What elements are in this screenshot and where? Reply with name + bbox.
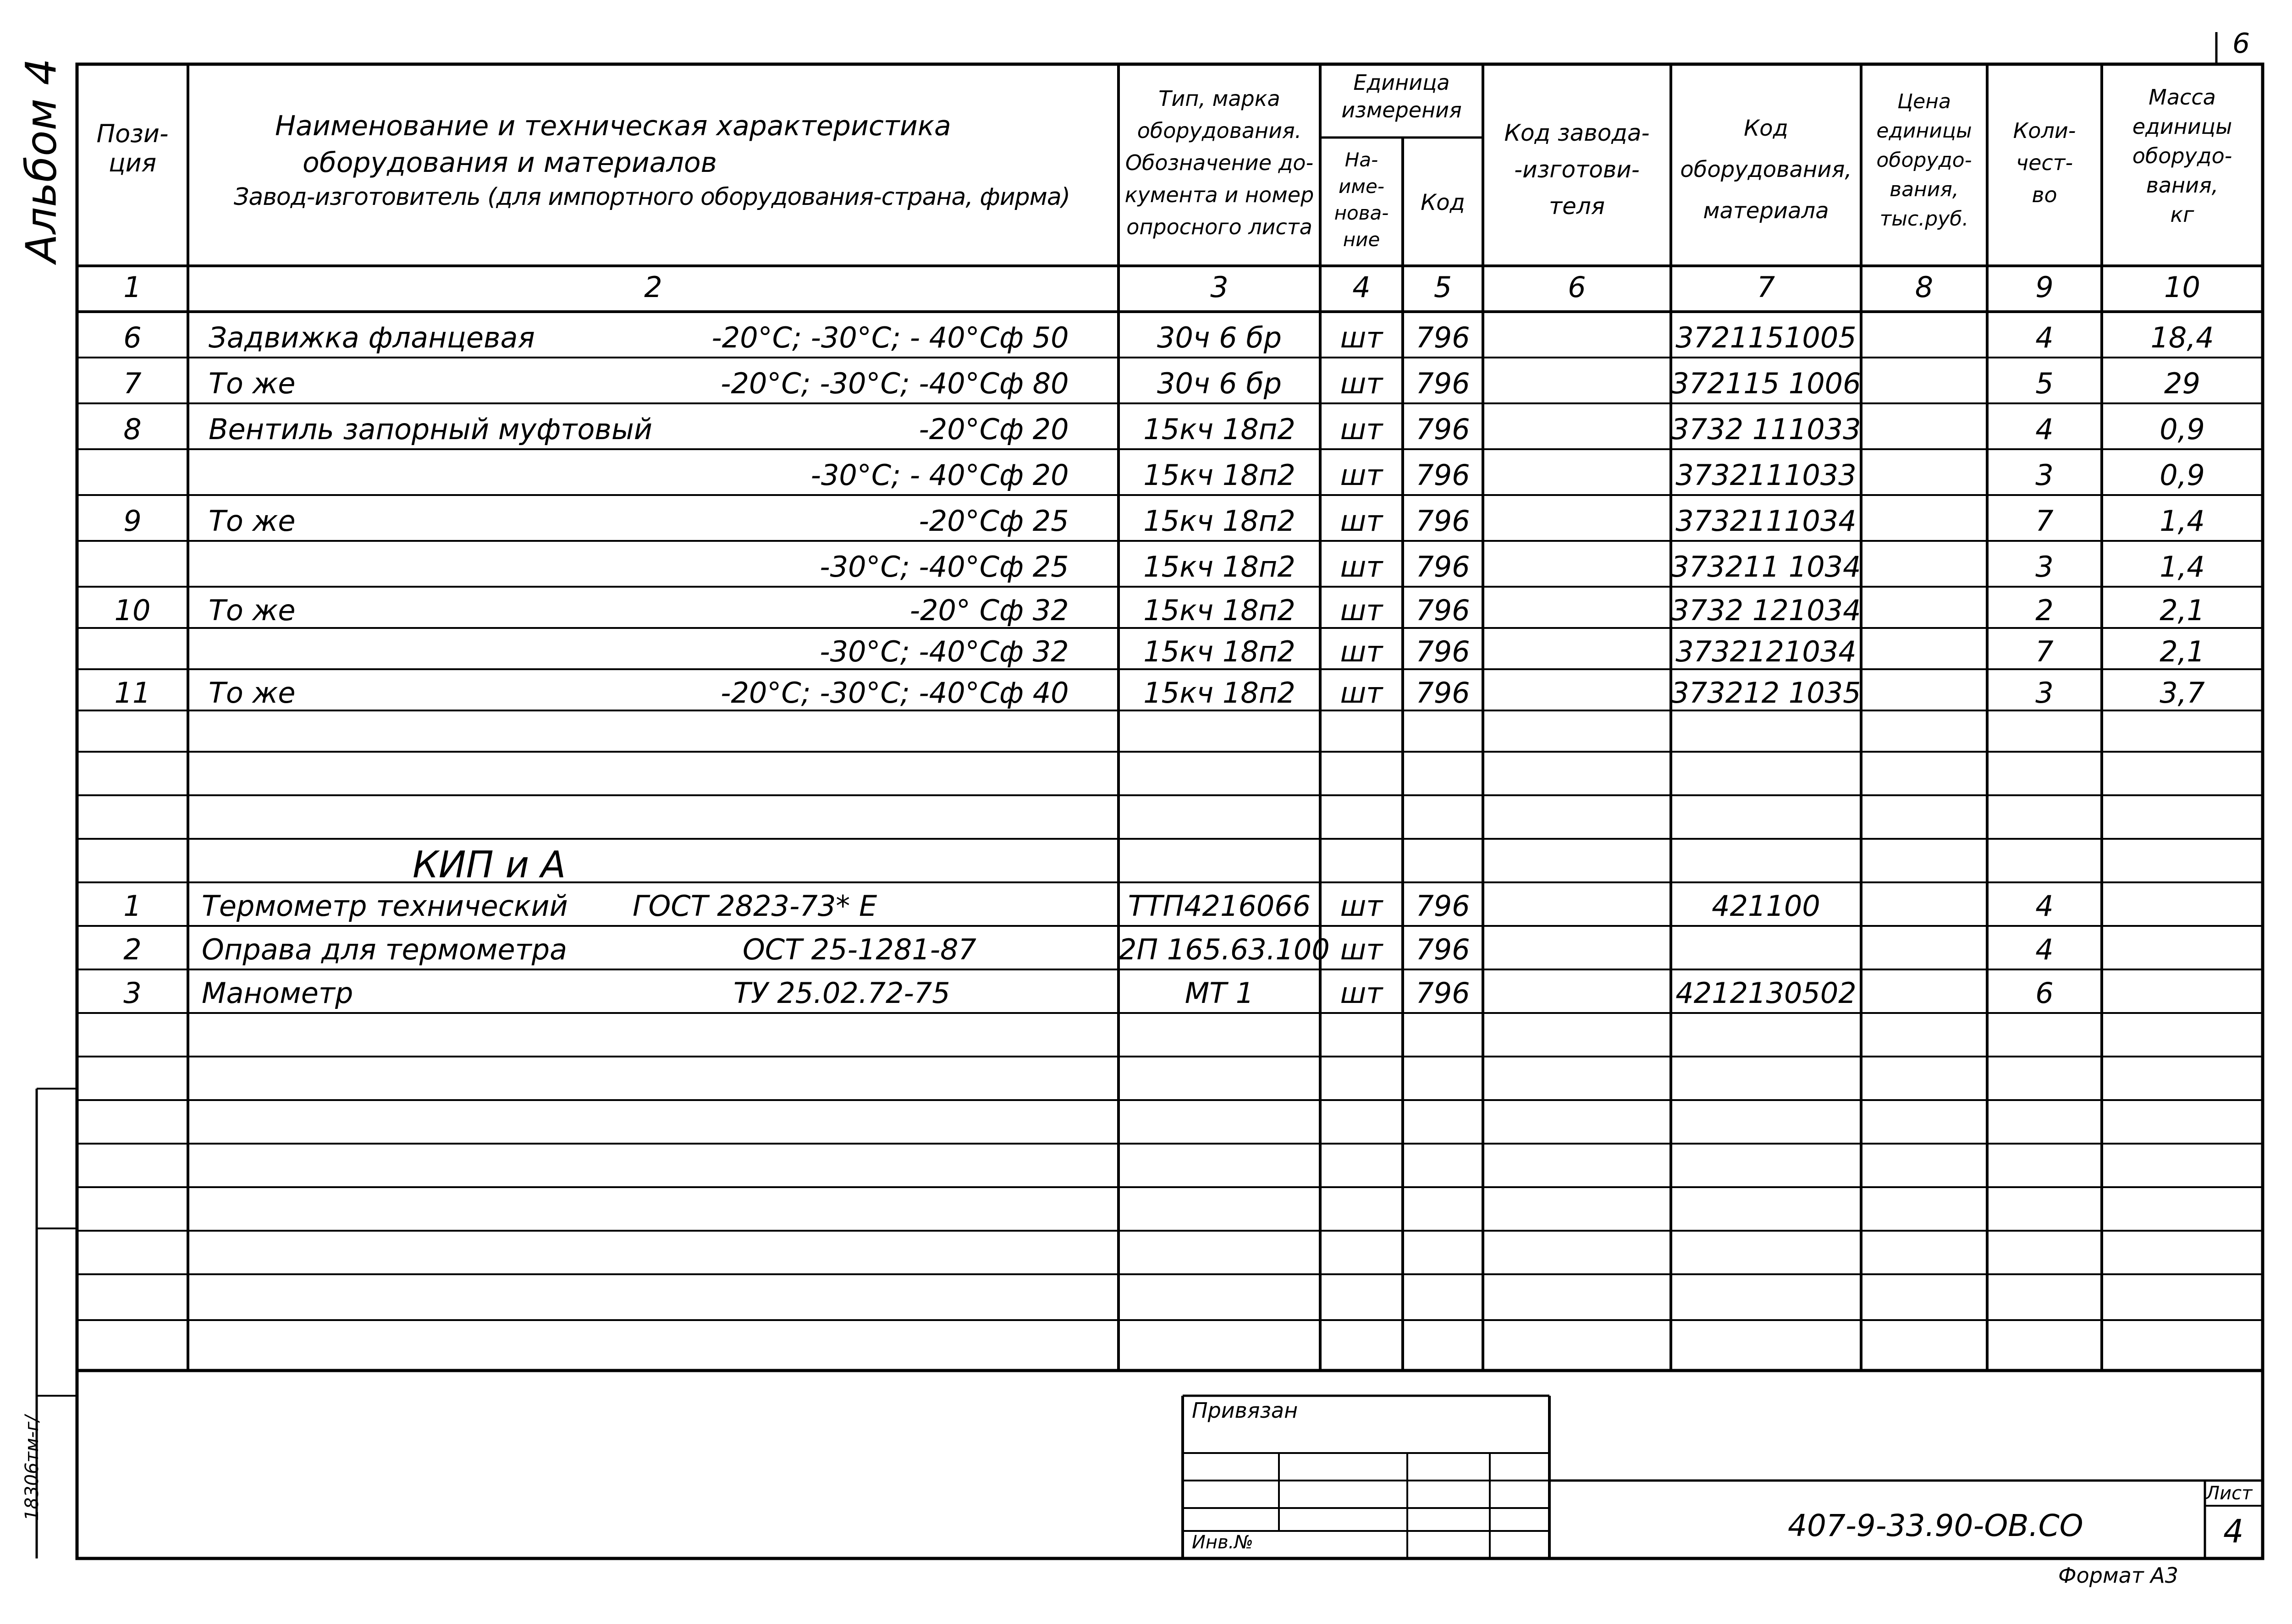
cell-qty: 4: [2035, 413, 2054, 446]
cell-mass: 18,4: [2150, 321, 2214, 354]
cell-code: 3721151005: [1675, 321, 1857, 354]
kip-cell-qty: 6: [2035, 976, 2054, 1010]
header-unit-group: Единица измерения: [1341, 70, 1462, 122]
cell-name: То же: [209, 594, 296, 627]
cell-type: 15кч 18п2: [1143, 413, 1295, 446]
cell-name: То же: [209, 367, 296, 400]
cell-qty: 3: [2035, 458, 2054, 492]
cell-dn: ф 20: [999, 413, 1069, 446]
cell-ucode: 796: [1416, 458, 1470, 492]
cell-pos: 6: [123, 321, 142, 354]
col-number: 7: [1757, 270, 1775, 304]
kip-cell-ucode: 796: [1416, 976, 1470, 1010]
cell-mass: 29: [2164, 367, 2200, 400]
cell-qty: 2: [2035, 594, 2054, 627]
col-number: 6: [1568, 270, 1586, 304]
cell-temp: -30°C; -40°C: [820, 550, 999, 584]
col-number: 1: [123, 270, 142, 304]
cell-dn: ф 25: [999, 550, 1069, 584]
kip-cell-type: МТ 1: [1185, 976, 1254, 1010]
col-number: 4: [1352, 270, 1371, 304]
cell-qty: 3: [2035, 550, 2054, 584]
sheet-label: Лист: [2206, 1483, 2253, 1504]
kip-cell-pos: 3: [123, 976, 142, 1010]
kip-cell-ucode: 796: [1416, 933, 1470, 966]
cell-ucode: 796: [1416, 504, 1470, 538]
kip-cell-type: ТТП4216066: [1128, 889, 1311, 923]
cell-name: То же: [209, 676, 296, 710]
cell-mass: 0,9: [2160, 413, 2205, 446]
cell-code: 372115 1006: [1671, 367, 1861, 400]
cell-dn: ф 20: [999, 458, 1069, 492]
cell-pos: 9: [123, 504, 142, 538]
cell-ucode: 796: [1416, 413, 1470, 446]
cell-mass: 1,4: [2160, 504, 2205, 538]
kip-cell-qty: 4: [2035, 933, 2054, 966]
cell-dn: ф 80: [999, 367, 1069, 400]
cell-qty: 7: [2035, 635, 2054, 668]
cell-type: 30ч 6 бр: [1157, 367, 1282, 400]
corner-mark: 6: [2232, 28, 2250, 60]
cell-mass: 2,1: [2160, 635, 2205, 668]
kip-cell-pos: 2: [123, 933, 142, 966]
cell-unit: шт: [1340, 367, 1383, 400]
kip-cell-name: Оправа для термометра: [202, 933, 567, 966]
document-designation: 407-9-33.90-ОВ.СО: [1788, 1508, 2083, 1543]
kip-cell-unit: шт: [1340, 933, 1383, 966]
cell-unit: шт: [1340, 458, 1383, 492]
cell-temp: -20°C; -30°C; - 40°C: [711, 321, 999, 354]
cell-ucode: 796: [1416, 550, 1470, 584]
cell-qty: 4: [2035, 321, 2054, 354]
kip-cell-code: 4212130502: [1675, 976, 1857, 1010]
inv-label: Инв.№: [1192, 1532, 1253, 1553]
header-unit-name: На- име- нова- ние: [1334, 149, 1389, 251]
kip-cell-pos: 1: [123, 889, 142, 923]
cell-temp: -20°C; -30°C; -40°C: [721, 367, 999, 400]
cell-mass: 3,7: [2160, 676, 2205, 710]
cell-ucode: 796: [1416, 367, 1470, 400]
cell-qty: 7: [2035, 504, 2054, 538]
cell-dn: ф 25: [999, 504, 1069, 538]
cell-type: 15кч 18п2: [1143, 635, 1295, 668]
cell-code: 373212 1035: [1671, 676, 1861, 710]
cell-pos: 7: [123, 367, 142, 400]
header-name-line2: оборудования и материалов: [303, 147, 717, 179]
cell-type: 15кч 18п2: [1143, 458, 1295, 492]
kip-cell-std: ТУ 25.02.72-75: [733, 976, 950, 1010]
kip-cell-type: 2П 165.63.100: [1118, 933, 1330, 966]
header-name-line3: Завод-изготовитель (для импортного оборудования-страна, фирма): [234, 183, 1070, 211]
header-equip-code: Код оборудования, материала: [1680, 116, 1852, 224]
cell-type: 15кч 18п2: [1143, 676, 1295, 710]
header-type: Тип, марка оборудования. Обозначение до- кумента и номер опросного листа: [1124, 86, 1314, 239]
cell-ucode: 796: [1416, 635, 1470, 668]
kip-cell-unit: шт: [1340, 889, 1383, 923]
col-number: 5: [1433, 270, 1452, 304]
cell-mass: 0,9: [2160, 458, 2205, 492]
kip-cell-qty: 4: [2035, 889, 2054, 923]
kip-cell-std: ОСТ 25-1281-87: [743, 933, 976, 966]
cell-pos: 11: [114, 676, 151, 710]
cell-code: 3732121034: [1675, 635, 1857, 668]
header-unit-code: Код: [1421, 190, 1465, 215]
paper-format: Формат А3: [2058, 1563, 2178, 1588]
cell-pos: 8: [123, 413, 142, 446]
cell-type: 30ч 6 бр: [1157, 321, 1282, 354]
kip-cell-name: Манометр: [202, 976, 353, 1010]
kip-cell-std: ГОСТ 2823-73* Е: [633, 889, 877, 923]
cell-unit: шт: [1340, 321, 1383, 354]
cell-unit: шт: [1340, 550, 1383, 584]
archive-code: 18306тм-г/: [22, 1415, 43, 1521]
cell-type: 15кч 18п2: [1143, 594, 1295, 627]
cell-name: То же: [209, 504, 296, 538]
cell-mass: 1,4: [2160, 550, 2205, 584]
album-label: Альбом 4: [17, 58, 66, 263]
col-number: 8: [1915, 270, 1934, 304]
header-name-line1: Наименование и техническая характеристика: [275, 110, 951, 142]
cell-qty: 5: [2035, 367, 2054, 400]
cell-type: 15кч 18п2: [1143, 504, 1295, 538]
header-qty: Коли- чест- во: [2013, 118, 2076, 207]
cell-temp: -20°C; -30°C; -40°C: [721, 676, 999, 710]
cell-code: 3732111034: [1675, 504, 1857, 538]
cell-qty: 3: [2035, 676, 2054, 710]
cell-ucode: 796: [1416, 676, 1470, 710]
cell-code: 3732 121034: [1671, 594, 1861, 627]
cell-dn: ф 32: [999, 594, 1069, 627]
kip-cell-name: Термометр технический: [202, 889, 568, 923]
section-title: КИП и А: [413, 843, 566, 886]
cell-dn: ф 40: [999, 676, 1069, 710]
cell-unit: шт: [1340, 504, 1383, 538]
cell-name: Задвижка фланцевая: [209, 321, 535, 354]
col-number: 9: [2035, 270, 2054, 304]
cell-code: 373211 1034: [1671, 550, 1861, 584]
cell-temp: -30°C; - 40°C: [810, 458, 999, 492]
col-number: 3: [1210, 270, 1229, 304]
header-position: Пози- ция: [96, 119, 169, 177]
header-maker-code: Код завода- -изготови- теля: [1504, 120, 1650, 220]
cell-temp: -20°C: [919, 413, 999, 446]
kip-cell-ucode: 796: [1416, 889, 1470, 923]
cell-unit: шт: [1340, 676, 1383, 710]
cell-pos: 10: [114, 594, 151, 627]
cell-dn: ф 50: [999, 321, 1069, 354]
col-number: 2: [644, 270, 662, 304]
header-mass: Масса единицы оборудо- вания, кг: [2132, 85, 2232, 227]
cell-unit: шт: [1340, 594, 1383, 627]
cell-temp: -20° C: [909, 594, 999, 627]
cell-ucode: 796: [1416, 594, 1470, 627]
sheet-number: 4: [2223, 1513, 2244, 1550]
cell-mass: 2,1: [2160, 594, 2205, 627]
cell-unit: шт: [1340, 413, 1383, 446]
kip-cell-code: 421100: [1712, 889, 1820, 923]
cell-code: 3732 111033: [1671, 413, 1861, 446]
kip-cell-unit: шт: [1340, 976, 1383, 1010]
cell-name: Вентиль запорный муфтовый: [209, 413, 653, 446]
cell-unit: шт: [1340, 635, 1383, 668]
tied-label: Привязан: [1192, 1398, 1298, 1423]
cell-temp: -30°C; -40°C: [820, 635, 999, 668]
col-number: 10: [2164, 270, 2200, 304]
cell-type: 15кч 18п2: [1143, 550, 1295, 584]
cell-code: 3732111033: [1675, 458, 1857, 492]
cell-temp: -20°C: [919, 504, 999, 538]
header-price: Цена единицы оборудо- вания, тыс.руб.: [1876, 90, 1972, 231]
cell-dn: ф 32: [999, 635, 1069, 668]
cell-ucode: 796: [1416, 321, 1470, 354]
